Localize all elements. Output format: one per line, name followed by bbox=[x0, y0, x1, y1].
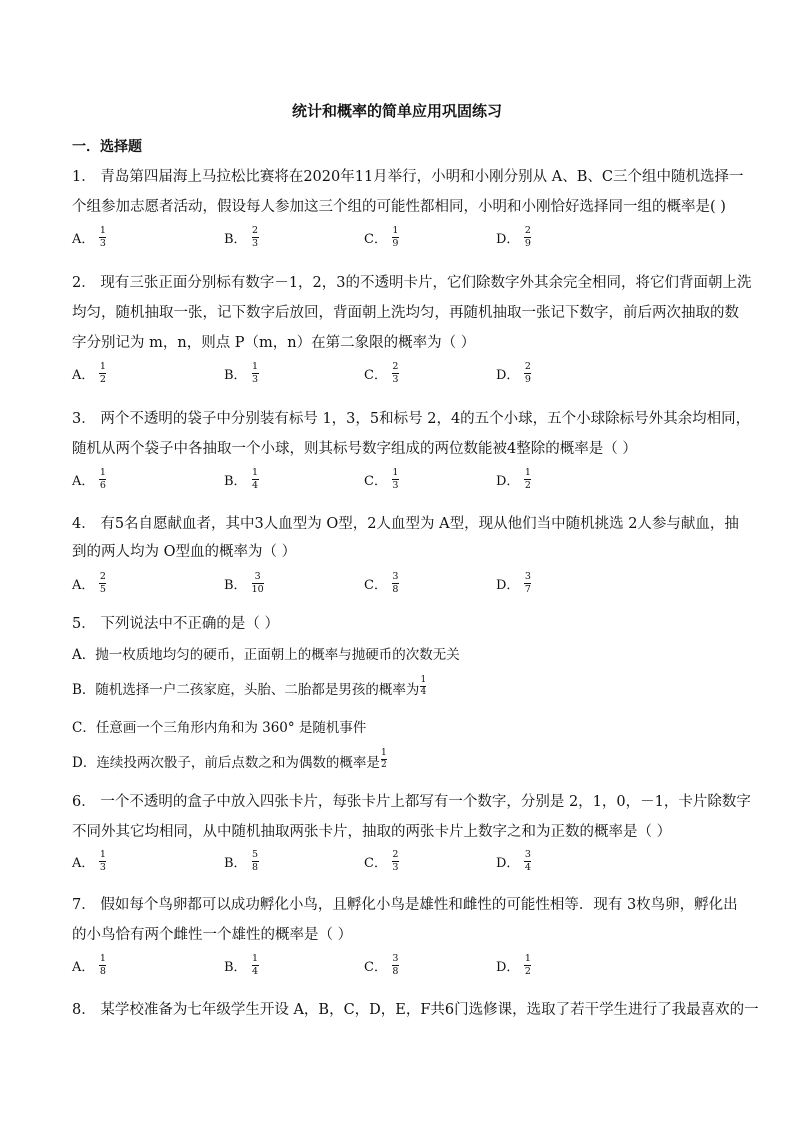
q5-option-a: A．抛一枚质地均匀的硬币，正面朝上的概率与抛硬币的次数无关 bbox=[72, 647, 460, 663]
q7-option-c: C． $\frac{3}{8}$ bbox=[364, 953, 399, 977]
q1-option-c: C． $\frac{1}{9}$ bbox=[364, 225, 399, 249]
q7-option-a: A． $\frac{1}{8}$ bbox=[72, 953, 106, 977]
q1-option-a: A． $\frac{1}{3}$ bbox=[72, 225, 106, 249]
q1-option-b: B． $\frac{2}{3}$ bbox=[224, 225, 259, 249]
q4-line-2: 到的两人均为 O型血的概率为（ ） bbox=[72, 544, 297, 560]
q2-option-b: B． $\frac{1}{3}$ bbox=[224, 361, 259, 385]
q7-line-1: 7． 假如每个鸟卵都可以成功孵化小鸟，且孵化小鸟是雄性和雌性的可能性相等．现有 3枚鸟卵，孵化出 bbox=[72, 897, 738, 913]
page-title: 统计和概率的简单应用巩固练习 bbox=[291, 102, 502, 120]
q5-line-1: 5． 下列说法中不正确的是（ ） bbox=[72, 616, 279, 632]
q6-options bbox=[72, 850, 732, 884]
q3-line-1: 3． 两个不透明的袋子中分别装有标号 1，3，5和标号 2，4的五个小球，五个小球除标号外其余均相同， bbox=[72, 411, 751, 427]
q2-option-a: A． $\frac{1}{2}$ bbox=[72, 361, 106, 385]
q1-line-1: 1． 青岛第四届海上马拉松比赛将在2020年11月举行，小明和小刚分别从 A、B、C三个组中随机选择一 bbox=[72, 169, 744, 185]
q2-line-2: 均匀，随机抽取一张，记下数字后放回，背面朝上洗均匀，再随机抽取一张记下数字，前后两次抽取的数 bbox=[72, 305, 739, 321]
q4-line-1: 4． 有5名自愿献血者，其中3人血型为 O型，2人血型为 A型，现从他们当中随机挑选 2人参与献血，抽 bbox=[72, 516, 739, 532]
q6-option-a: A． $\frac{1}{3}$ bbox=[72, 849, 106, 873]
q5-option-d: D．连续投两次骰子，前后点数之和为偶数的概率是 $\frac{1}{2}$ bbox=[72, 748, 387, 771]
q5-option-c: C．任意画一个三角形内角和为 360° 是随机事件 bbox=[72, 720, 367, 736]
q1-option-d: D． $\frac{2}{9}$ bbox=[496, 225, 531, 249]
q1-line-2: 个组参加志愿者活动，假设每人参加这三个组的可能性都相同，小明和小刚恰好选择同一组的概率是( ) bbox=[72, 199, 726, 215]
q3-option-c: C． $\frac{1}{3}$ bbox=[364, 467, 399, 491]
q3-option-d: D． $\frac{1}{2}$ bbox=[496, 467, 531, 491]
q4-option-a: A． $\frac{2}{5}$ bbox=[72, 571, 106, 595]
q2-options bbox=[72, 362, 732, 396]
q3-option-b: B． $\frac{1}{4}$ bbox=[224, 467, 259, 491]
q2-option-d: D． $\frac{2}{9}$ bbox=[496, 361, 531, 385]
q3-options bbox=[72, 468, 732, 502]
section-heading: 一．选择题 bbox=[72, 139, 142, 155]
q7-options bbox=[72, 954, 732, 988]
q2-option-c: C． $\frac{2}{3}$ bbox=[364, 361, 399, 385]
q6-option-d: D． $\frac{3}{4}$ bbox=[496, 849, 531, 873]
q7-line-2: 的小鸟恰有两个雌性一个雄性的概率是（ ） bbox=[72, 927, 353, 943]
q3-option-a: A． $\frac{1}{6}$ bbox=[72, 467, 106, 491]
q6-option-c: C． $\frac{2}{3}$ bbox=[364, 849, 399, 873]
q8-line-1: 8． 某学校准备为七年级学生开设 A，B，C，D，E，F共6门选修课，选取了若干学生进行了我最喜欢的一 bbox=[72, 1002, 759, 1018]
q4-option-b: B． $\frac{3}{10}$ bbox=[224, 571, 264, 595]
q6-option-b: B． $\frac{5}{8}$ bbox=[224, 849, 259, 873]
q3-line-2: 随机从两个袋子中各抽取一个小球，则其标号数字组成的两位数能被4整除的概率是（ ） bbox=[72, 441, 637, 457]
q4-option-d: D． $\frac{3}{7}$ bbox=[496, 571, 531, 595]
q7-option-b: B． $\frac{1}{4}$ bbox=[224, 953, 259, 977]
q5-option-b: B．随机选择一户二孩家庭，头胎、二胎都是男孩的概率为 $\frac{1}{4}$ bbox=[72, 675, 427, 698]
q2-line-3: 字分别记为 m，n，则点 P（m，n）在第二象限的概率为（ ） bbox=[72, 335, 476, 351]
q7-option-d: D． $\frac{1}{2}$ bbox=[496, 953, 531, 977]
q4-option-c: C． $\frac{3}{8}$ bbox=[364, 571, 399, 595]
q2-line-1: 2． 现有三张正面分别标有数字－1，2，3的不透明卡片，它们除数字外其余完全相同，将它们背面朝上洗 bbox=[72, 275, 752, 291]
q4-options bbox=[72, 572, 732, 606]
q1-options bbox=[72, 226, 732, 260]
q6-line-1: 6． 一个不透明的盒子中放入四张卡片，每张卡片上都写有一个数字，分别是 2，1，0，－1，卡片除数字 bbox=[72, 794, 751, 810]
q6-line-2: 不同外其它均相同，从中随机抽取两张卡片，抽取的两张卡片上数字之和为正数的概率是（ ） bbox=[72, 824, 672, 840]
